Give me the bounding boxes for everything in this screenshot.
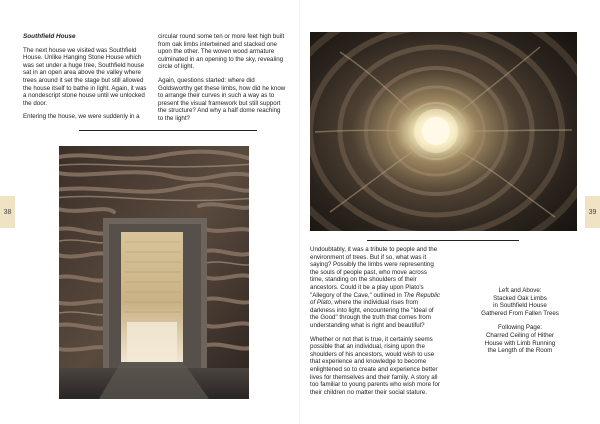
caption-following-page: Following Page: Charred Ceiling of Hither House with Limb Running the Length of the Room <box>484 324 556 355</box>
paragraph: Whether or not that is true, it certainly seems possible that an individual, rising upon the shoulders of his ancestors, would wish to use that experience and knowledge to become enlightened so to create and experience better lives for themselves and their family. A story all too familiar to young parents who wish more for their children no matter their social stature. <box>310 335 440 396</box>
right-body-column <box>310 246 442 402</box>
divider-rule <box>79 130 257 131</box>
book-title: The Republic of Plato <box>310 291 440 307</box>
doorway-photo <box>59 146 249 399</box>
left-column-1 <box>23 33 147 127</box>
section-heading: Southfield House <box>23 33 76 40</box>
right-page <box>300 0 600 424</box>
paragraph: circular round some ten or more feet high built from oak limbs intertwined and stacked one upon the other. The woven wood armature culminated in an opening to the sky, revealing circle of light. <box>158 33 285 71</box>
page-number-left: 38 <box>0 196 15 228</box>
paragraph: Entering the house, we were suddenly in a <box>23 113 140 121</box>
page-number-right: 39 <box>585 196 600 228</box>
dome-oculus-photo <box>310 32 577 231</box>
caption-left-and-above: Left and Above: Stacked Oak Limbs in Southfield House Gathered From Fallen Trees <box>481 287 559 317</box>
paragraph-text-start: Undoubtably, it was a tribute to people and the environment of trees. But if so, what was it saying? Possibly the limbs were representing the souls of people past, who move across time, standing on the shoulders of their ancestors. Could it be a play upon Plato's "Allegory of the Cave," outlined in <box>310 246 438 299</box>
paragraph: Again, questions started: where did Goldsworthy get these limbs, how did he know to arrange their curves in such a way as to present the visual framework but still support the structure? And why a half dome reaching to the light? <box>158 76 286 122</box>
left-column-2 <box>158 33 286 129</box>
paragraph-text-end: , where the individual rises from darkness into light, encountering the "Ideal of the Good" through the truth that comes from understanding what is right and beautiful? <box>310 299 434 329</box>
paragraph <box>310 246 442 330</box>
paragraph: The next house we visited was Southfield House. Unlike Hanging Stone House which was set under a huge tree, Southfield house sat in an open area above the valley where trees around it set the stage but still allowed the house itself to bathe in light. Again, it was a nondescript stone house until we unlocked the door. <box>23 46 147 107</box>
photo-captions <box>470 287 570 362</box>
divider-rule <box>367 240 519 241</box>
